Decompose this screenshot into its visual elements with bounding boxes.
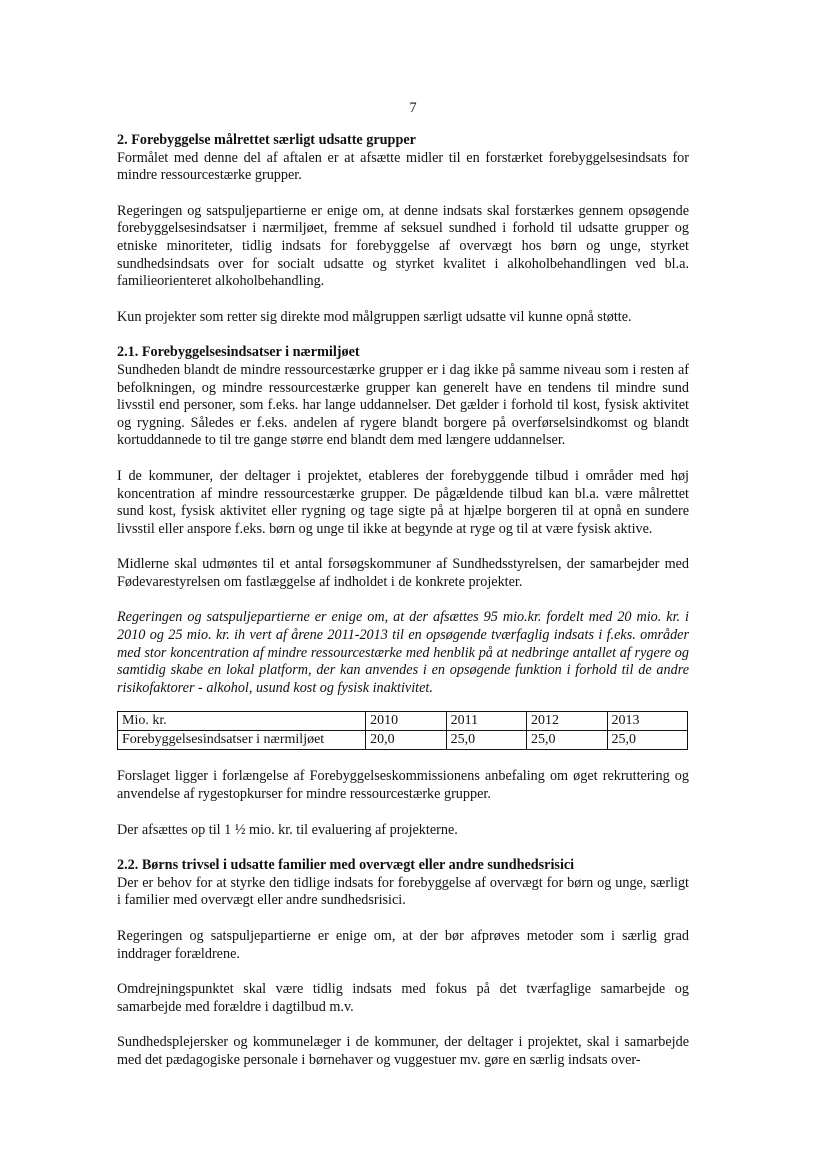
table-cell: 20,0 bbox=[366, 731, 446, 750]
table-row bbox=[118, 731, 688, 750]
section-2-paragraph: Kun projekter som retter sig direkte mod målgruppen særligt udsatte vil kunne opnå støtte. bbox=[117, 308, 632, 325]
section-2-paragraph: Regeringen og satspuljepartierne er enige om, at denne indsats skal forstærkes gennem opsøgende forebyggelsesindsatser i nærmiljøet, fremme af seksuel sundhed i forhold til udsatte grupper og etniske minoriteter, tidlig indsats for forebyggelse af overvægt hos børn og unge, styrket sundhedsindsats over for socialt udsatte og styrket kvalitet i alkoholbehandlingen ved bl.a. familieorienteret alkoholbehandling. bbox=[117, 202, 689, 290]
table-cell: 25,0 bbox=[527, 731, 607, 750]
table-cell: 25,0 bbox=[446, 731, 526, 750]
table-header-row bbox=[118, 712, 688, 731]
section-2-1-paragraph: I de kommuner, der deltager i projektet, etableres der forebyggende tilbud i områder med høj koncentration af mindre ressourcestærke grupper. De pågældende tilbud kan bl.a. være målrettet sund kost, fysisk aktivitet eller rygning og tage sigte på at hjælpe borgeren til at opnå en sundere livsstil eller anspore f.eks. børn og unge til ikke at begynde at ryge og til at være fysisk aktive. bbox=[117, 467, 689, 537]
section-2-1-paragraph: Der afsættes op til 1 ½ mio. kr. til evaluering af projekterne. bbox=[117, 821, 458, 838]
table-cell: Mio. kr. bbox=[118, 712, 366, 731]
budget-table bbox=[117, 711, 688, 750]
section-2-heading: 2. Forebyggelse målrettet særligt udsatte grupper bbox=[117, 132, 416, 148]
table-cell: 2010 bbox=[366, 712, 446, 731]
table-cell: 2012 bbox=[527, 712, 607, 731]
section-2-2-heading: 2.2. Børns trivsel i udsatte familier med overvægt eller andre sundhedsrisici bbox=[117, 857, 575, 874]
table-cell: 2013 bbox=[607, 712, 687, 731]
section-2-paragraph: Formålet med denne del af aftalen er at afsætte midler til en forstærket forebyggelsesindsats for mindre ressourcestærke grupper. bbox=[117, 149, 689, 184]
section-2-1-paragraph: Midlerne skal udmøntes til et antal forsøgskommuner af Sundhedsstyrelsen, der samarbejder med Fødevarestyrelsen om fastlæggelse af indholdet i de konkrete projekter. bbox=[117, 556, 689, 590]
table-cell: 2011 bbox=[446, 712, 526, 731]
page-number: 7 bbox=[409, 100, 417, 116]
section-2-2-paragraph: Sundhedsplejersker og kommunelæger i de kommuner, der deltager i projektet, skal i samarbejde med det pædagogiske personale i børnehaver og vuggestuer mv. gøre en særlig indsats over- bbox=[117, 1034, 689, 1068]
table-cell: Forebyggelsesindsatser i nærmiljøet bbox=[118, 731, 366, 750]
section-2-1-paragraph: Forslaget ligger i forlængelse af Forebyggelseskommissionens anbefaling om øget rekruttering og anvendelse af rygestopkurser for mindre ressourcestærke grupper. bbox=[117, 768, 689, 803]
section-2-1-heading: 2.1. Forebyggelsesindsatser i nærmiljøet bbox=[117, 344, 360, 361]
agreement-paragraph: Regeringen og satspuljepartierne er enige om, at der afsættes 95 mio.kr. fordelt med 20 mio. kr. i 2010 og 25 mio. kr. ih vert af årene 2011-2013 til en opsøgende tværfaglig indsats i f.eks. områder med stor koncentration af mindre ressourcestærke med henblik på at nedbringe antallet af rygere og samtidig skabe en lokal platform, der kan anvendes i en opsøgende funktion i forhold til de andre risikofaktorer - alkohol, usund kost og fysisk inaktivitet. bbox=[117, 609, 689, 696]
section-2-1-paragraph: Sundheden blandt de mindre ressourcestærke grupper er i dag ikke på samme niveau som i resten af befolkningen, og mindre ressourcestærke grupper kan generelt have en tendens til mindre sund livsstil end personer, som f.eks. har lange uddannelser. Det gælder i forhold til kost, fysisk aktivitet og rygning. Således er f.eks. andelen af rygere blandt borgere på overførselsindkomst og blandt kortuddannede to til tre gange større end blandt dem med længere uddannelser. bbox=[117, 361, 689, 449]
section-2-2-paragraph: Der er behov for at styrke den tidlige indsats for forebyggelse af overvægt for børn og unge, særligt i familier med overvægt eller andre sundhedsrisici. bbox=[117, 874, 689, 909]
section-2-2-paragraph: Omdrejningspunktet skal være tidlig indsats med fokus på det tværfaglige samarbejde og samarbejde med forældre i dagtilbud m.v. bbox=[117, 981, 689, 1015]
section-2-2-paragraph: Regeringen og satspuljepartierne er enige om, at der bør afprøves metoder som i særlig grad inddrager forældrene. bbox=[117, 928, 689, 962]
table-cell: 25,0 bbox=[607, 731, 687, 750]
page-content bbox=[117, 132, 689, 1070]
